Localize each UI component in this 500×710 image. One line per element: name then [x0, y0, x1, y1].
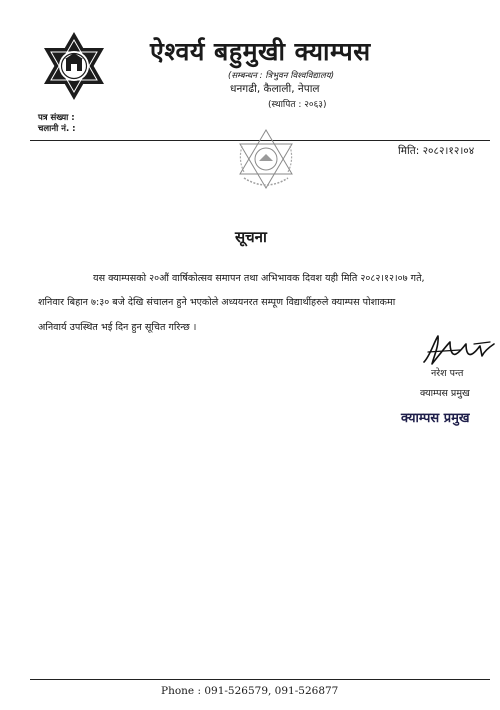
signature-icon: [420, 332, 498, 368]
role-stamp: क्याम्पस प्रमुख: [401, 411, 470, 426]
affiliation-text: (सम्बन्धन : त्रिभुवन विश्वविद्यालय): [228, 71, 335, 81]
office-stamp-icon: [232, 126, 300, 194]
footer-divider: [30, 679, 490, 680]
institution-title: ऐश्वर्य बहुमुखी क्याम्पस: [150, 37, 371, 66]
notice-date: मिति: २०८२।१२।०४: [398, 145, 475, 157]
signatory-title: क्याम्पस प्रमुख: [420, 388, 470, 399]
footer-phone: Phone : 091-526579, 091-526877: [161, 685, 339, 697]
notice-body-line: यस क्याम्पसको २०औं वार्षिकोत्सव समापन तथा अभिभावक दिवश यही मिति २०८२।१२।०७ गते,: [93, 273, 425, 284]
notice-body-line: शनिवार बिहान ७:३० बजे देखि संचालन हुने भएकोले अध्ययनरत सम्पूण विद्यार्थीहरुले क्याम्पस पोशाकमा: [38, 297, 396, 308]
hexagram-emblem-icon: [38, 30, 110, 102]
established-text: (स्थापित : २०६३): [268, 100, 327, 110]
letter-number-label: पत्र संख्या :: [38, 113, 75, 123]
dispatch-number-label: चलानी नं. :: [38, 124, 76, 134]
address-text: धनगढी, कैलाली, नेपाल: [230, 83, 320, 95]
signatory-name: नरेश पन्त: [431, 368, 464, 379]
notice-heading: सूचना: [235, 228, 267, 246]
notice-body-line: अनिवार्य उपस्थित भई दिन हुन सूचित गरिन्छ ।: [38, 322, 197, 333]
